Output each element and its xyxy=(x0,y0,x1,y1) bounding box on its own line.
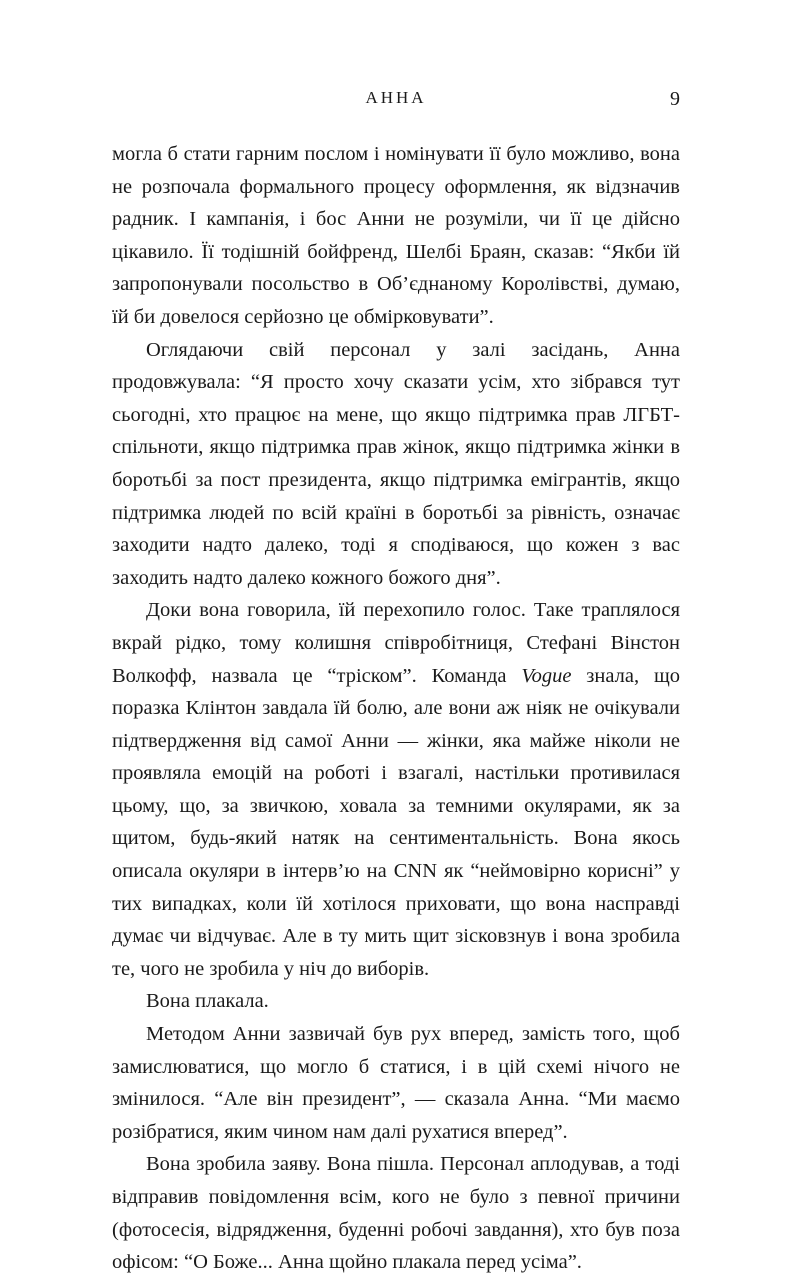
paragraph-text: Доки вона говорила, їй перехопило голос. Таке траплялося вкрай рідко, тому колишня співробітниця, Стефані Вінстон Волкофф, назвала це “тріском”. Команда xyxy=(112,599,680,687)
magazine-title: Vogue xyxy=(521,664,572,687)
paragraph-continued: могла б стати гарним послом і номінувати її було можливо, вона не розпочала формального процесу оформлення, як відзначив радник. І кампанія, і бос Анни не розуміли, чи її це дійсно цікавило. Її тодішній бойфренд, Шелбі Браян, сказав: “Якби їй запропонували посольство в Об’єднаному Королівстві, думаю, їй би довелося серйозно це обмірковувати”. xyxy=(112,143,680,328)
running-title: АННА xyxy=(365,88,427,107)
paragraph: Методом Анни зазвичай був рух вперед, замість того, щоб замислюватися, що могло б статися, і в цій схемі нічого не змінилося. “Але він президент”, — сказала Анна. “Ми маємо розібратися, яким чином нам далі рухатися вперед”. xyxy=(112,1023,680,1143)
body-text xyxy=(112,138,680,1279)
paragraph-text: знала, що поразка Клінтон завдала їй болю, але вони аж ніяк не очікували підтвердження від самої Анни — жінки, яка майже ніколи не проявляла емоцій на роботі і взагалі, настільки противилася цьому, що, за звичкою, ховала за темними окулярами, як за щитом, будь-який натяк на сентиментальність. Вона якось описала окуляри в інтерв’ю на CNN як “неймовірно корисні” у тих випадках, коли їй хотілося приховати, що вона насправді думає чи відчуває. Але в ту мить щит зісковзнув і вона зробила те, чого не зробила у ніч до виборів. xyxy=(112,664,680,980)
running-head xyxy=(112,88,680,118)
paragraph xyxy=(112,594,680,985)
page-number: 9 xyxy=(670,88,680,110)
paragraph: Оглядаючи свій персонал у залі засідань, Анна продовжувала: “Я просто хочу сказати усім, хто зібрався тут сьогодні, хто працює на мене, що якщо підтримка прав ЛГБТ-спільноти, якщо підтримка прав жінок, якщо підтримка жінки в боротьбі за пост президента, якщо підтримка емігрантів, якщо підтримка людей по всій країні в боротьбі за рівність, означає заходити надто далеко, тоді я сподіваюся, що кожен з вас заходить надто далеко кожного божого дня”. xyxy=(112,338,680,589)
paragraph: Вона плакала. xyxy=(146,990,269,1013)
paragraph: Вона зробила заяву. Вона пішла. Персонал аплодував, а тоді відправив повідомлення всім, кого не було з певної причини (фотосесія, відрядження, буденні робочі завдання), хто був поза офісом: “О Боже... Анна щойно плакала перед усіма”. xyxy=(112,1153,680,1274)
